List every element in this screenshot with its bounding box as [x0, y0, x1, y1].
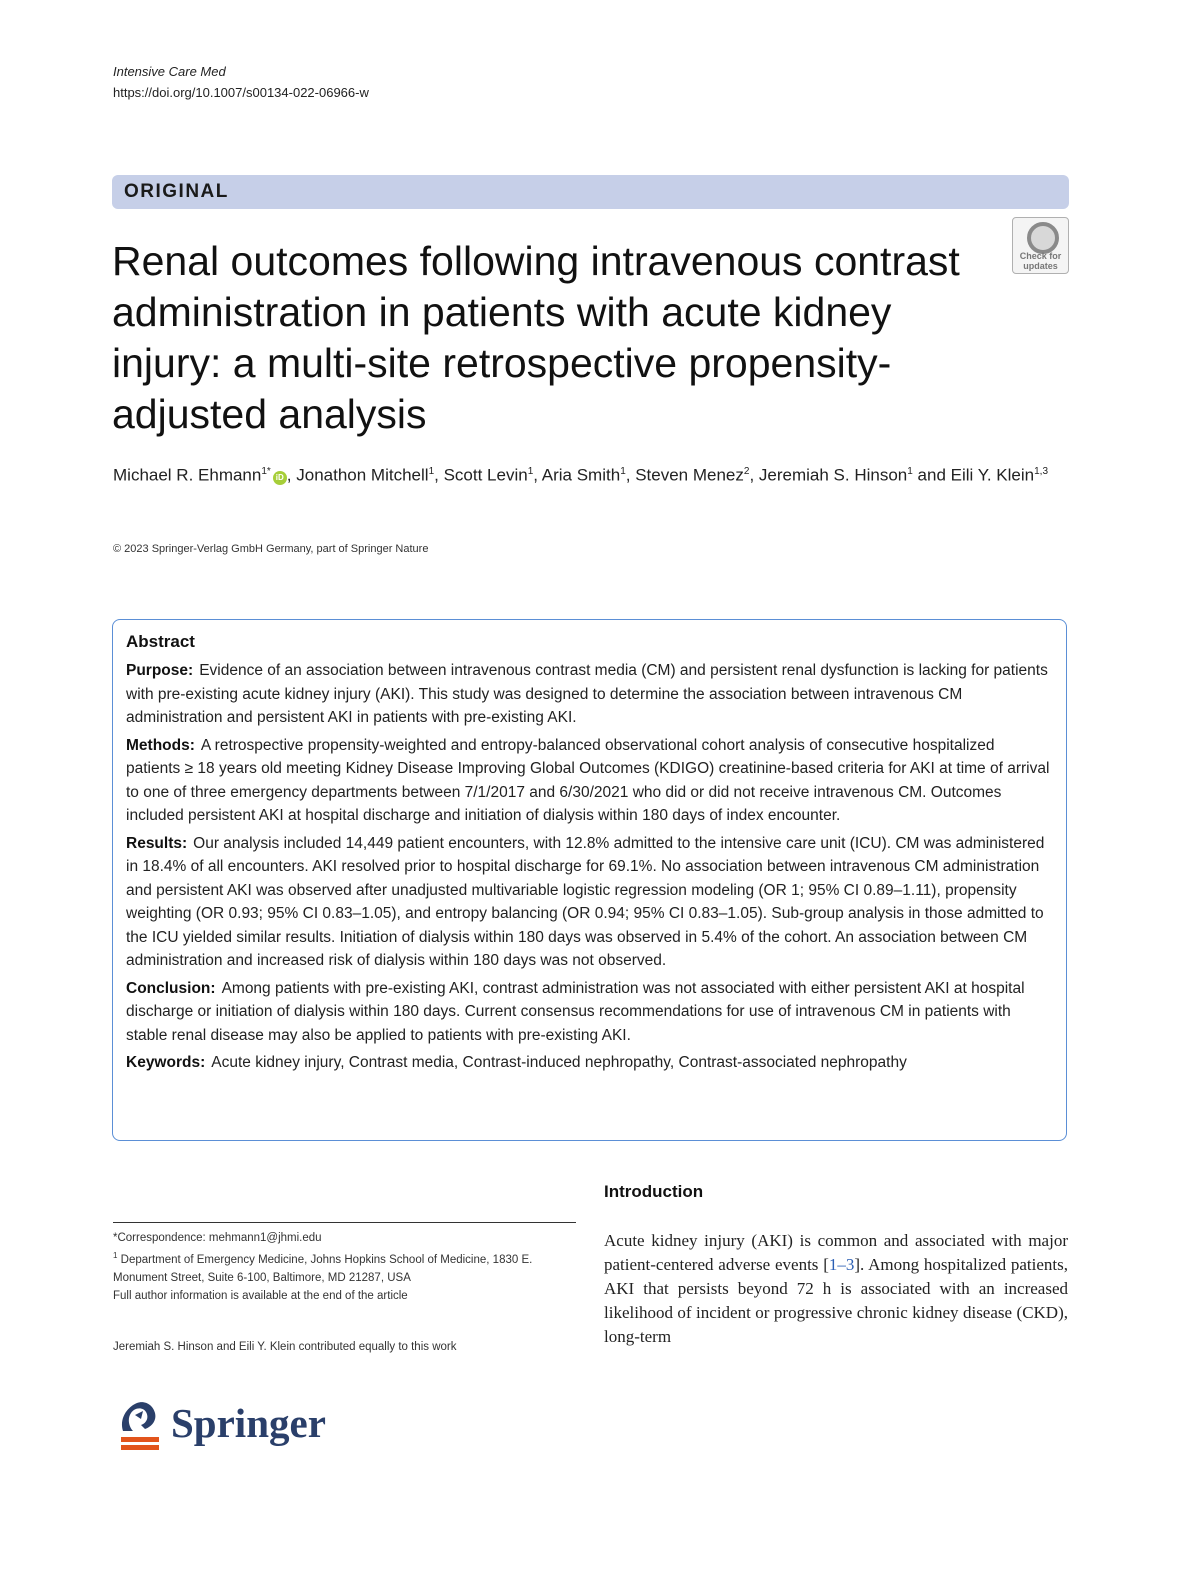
journal-name: Intensive Care Med: [113, 64, 226, 79]
intro-text-2: ]. Among hospitalized patients, AKI that persists beyond 72 h is associated with an increased likelihood of incident or progressive chronic kidney disease (CKD), long-term: [604, 1255, 1068, 1346]
check-for-updates-badge[interactable]: [1012, 217, 1069, 274]
crossmark-label-2: updates: [1023, 261, 1058, 271]
methods-text: A retrospective propensity-weighted and entropy-balanced observational cohort analysis of consecutive hospitalized patients ≥ 18 years old meeting Kidney Disease Improving Global Outcomes (KDIGO) creatinine-based criteria for AKI at time of arrival to one of three emergency departments between 7/1/2017 and 6/30/2021 who did or did not receive intravenous CM. Outcomes included persistent AKI at hospital discharge and initiation of dialysis within 180 days of index encounter.: [126, 736, 1050, 824]
crossmark-icon: [1027, 222, 1059, 254]
abstract-box: [112, 619, 1067, 1141]
abstract-keywords: [126, 1051, 1053, 1075]
affiliation-note: [113, 1247, 576, 1287]
intro-text-1: Acute kidney injury (AKI) is common and associated with major patient-centered adverse events [: [604, 1231, 1068, 1274]
abstract-heading: Abstract: [126, 632, 195, 651]
copyright-notice: © 2023 Springer-Verlag GmbH Germany, part of Springer Nature: [113, 543, 429, 555]
author-affiliation: 1: [620, 466, 626, 477]
author-name[interactable]: Aria Smith: [541, 465, 621, 485]
article-title: Renal outcomes following intravenous contrast administration in patients with acute kidney injury: a multi-site retrospective propensity-adjusted analysis: [112, 238, 960, 437]
springer-logo: [113, 1395, 333, 1455]
author-affiliation: 1: [907, 466, 913, 477]
section-label: ORIGINAL: [124, 181, 229, 202]
keywords-label: Keywords:: [126, 1054, 206, 1071]
author-name[interactable]: Eili Y. Klein: [950, 465, 1035, 485]
purpose-text: Evidence of an association between intravenous contrast media (CM) and persistent renal dysfunction is lacking for patients with pre-existing acute kidney injury (AKI). This study was designed to determine the association between intravenous CM administration and persistent AKI in patients with pre-existing AKI.: [126, 662, 1048, 726]
citation-link[interactable]: 1–3: [828, 1255, 855, 1274]
author-name[interactable]: Michael R. Ehmann: [113, 465, 262, 485]
introduction-paragraph: [604, 1229, 1068, 1349]
abstract-methods: [126, 734, 1053, 828]
publisher-name: Springer: [171, 1400, 326, 1446]
results-text: Our analysis included 14,449 patient encounters, with 12.8% admitted to the intensive care unit (ICU). CM was administered in 18.4% of all encounters. AKI resolved prior to hospital discharge for 69.1%. No association between intravenous CM administration and persistent AKI was observed after unadjusted multivariable logistic regression modeling (OR 1; 95% CI 0.89–1.11), propensity weighting (OR 0.93; 95% CI 0.83–1.05), and entropy balancing (OR 0.94; 95% CI 0.83–1.05). Sub-group analysis in those admitted to the ICU yielded similar results. Initiation of dialysis within 180 days was observed in 5.4% of the cohort. An association between CM administration and increased risk of dialysis within 180 days was not observed.: [126, 834, 1045, 969]
crossmark-label-1: Check for: [1019, 251, 1062, 261]
author-name[interactable]: Jonathon Mitchell: [296, 465, 429, 485]
conclusion-label: Conclusion:: [126, 979, 216, 997]
doi-link[interactable]: https://doi.org/10.1007/s00134-022-06966-w: [113, 85, 369, 100]
keywords-text: Acute kidney injury, Contrast media, Contrast-induced nephropathy, Contrast-associated nephropathy: [211, 1054, 907, 1071]
results-label: Results:: [126, 834, 188, 852]
springer-horse-icon: [113, 1395, 163, 1453]
affiliation-mark: 1: [113, 1251, 118, 1260]
author-affiliation: 1,3: [1034, 466, 1049, 477]
affiliation-text: Department of Emergency Medicine, Johns Hopkins School of Medicine, 1830 E. Monument Street, Suite 6-100, Baltimore, MD 21287, USA: [113, 1253, 533, 1284]
methods-label: Methods:: [126, 736, 195, 754]
contribution-note: Jeremiah S. Hinson and Eili Y. Klein contributed equally to this work: [113, 1341, 457, 1353]
full-info-note: Full author information is available at the end of the article: [113, 1289, 408, 1302]
introduction-heading: Introduction: [604, 1182, 704, 1201]
author-affiliation: 1: [527, 466, 534, 477]
correspondence-note[interactable]: *Correspondence: mehmann1@jhmi.edu: [113, 1232, 322, 1244]
purpose-label: Purpose:: [126, 662, 194, 679]
orcid-icon[interactable]: iD: [273, 471, 287, 485]
author-list: Michael R. Ehmann$^{1*}$iD , Jonathon Mitchell$^1$, Scott Levin$^1$, Aria Smith$^1$, Steven Menez$^2$, Jeremiah S. Hinson$^1$ and Eili Y. Klein$^{1,3}$: [113, 465, 1049, 485]
conclusion-text: Among patients with pre-existing AKI, contrast administration was not associated with either persistent AKI at hospital discharge or initiation of dialysis within 180 days. Current consensus recommendations for use of intravenous CM in patients with stable renal disease may also be applied to patients with pre-existing AKI.: [126, 979, 1025, 1044]
author-name[interactable]: Jeremiah S. Hinson: [758, 465, 908, 485]
author-affiliation: 1*: [261, 466, 271, 477]
abstract-results: [126, 832, 1053, 973]
abstract-conclusion: [126, 977, 1053, 1048]
abstract-purpose: [126, 659, 1053, 730]
author-name[interactable]: Steven Menez: [635, 465, 744, 485]
author-affiliation: 1: [428, 466, 435, 477]
footnotes: [113, 1222, 576, 1305]
author-name[interactable]: Scott Levin: [443, 465, 528, 485]
section-bar: [112, 175, 1069, 209]
author-affiliation: 2: [743, 466, 750, 477]
